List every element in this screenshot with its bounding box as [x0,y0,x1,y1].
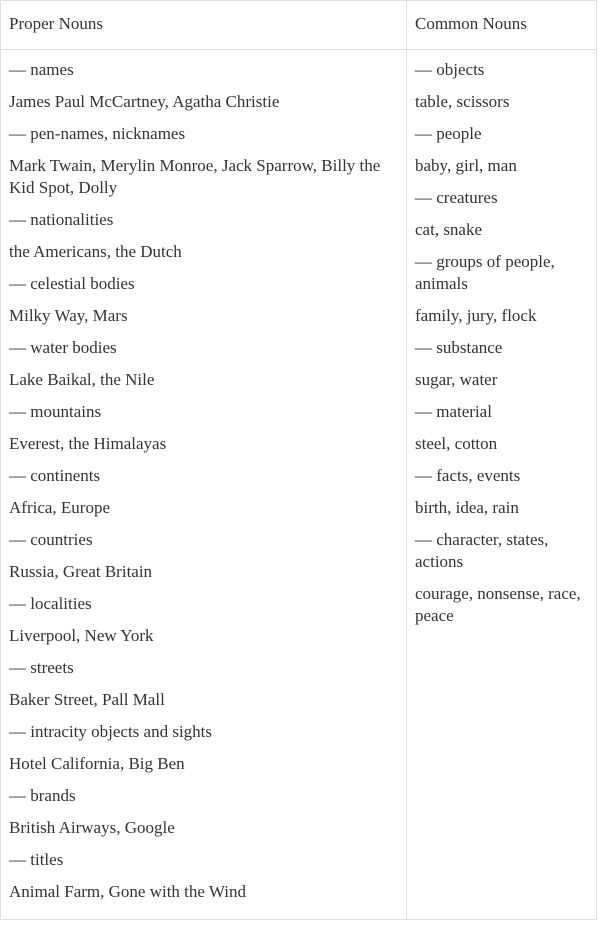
examples-text: Russia, Great Britain [9,562,153,581]
category-label: — substance [415,338,503,357]
examples-text: baby, girl, man [415,156,517,175]
category-label: — localities [9,594,92,613]
category-label: — intracity objects and sights [9,722,213,741]
examples-text: Animal Farm, Gone with the Wind [9,882,246,901]
category-label: — streets [9,658,74,677]
examples-text: the Americans, the Dutch [9,242,182,261]
category-label: — continents [9,466,101,485]
category-label: — facts, events [415,466,521,485]
examples-text: Baker Street, Pall Mall [9,690,165,709]
category-label: — material [415,402,492,421]
examples-text: Africa, Europe [9,498,111,517]
category-label: — celestial bodies [9,274,135,293]
category-label: — pen-names, nicknames [9,124,186,143]
examples-text: Liverpool, New York [9,626,154,645]
category-label: — titles [9,850,64,869]
examples-text: steel, cotton [415,434,498,453]
common-nouns-cell [407,50,597,920]
examples-text: Lake Baikal, the Nile [9,370,155,389]
examples-text: family, jury, flock [415,306,537,325]
examples-text: cat, snake [415,220,483,239]
category-label: — creatures [415,188,498,207]
column-header-common-nouns: Common Nouns [407,1,597,50]
category-label: — nationalities [9,210,114,229]
examples-text: British Airways, Google [9,818,175,837]
header-row [1,1,597,50]
examples-text: James Paul McCartney, Agatha Christie [9,92,280,111]
examples-text: sugar, water [415,370,498,389]
category-label: — objects [415,60,485,79]
examples-text: courage, nonsense, race, peace [415,584,581,625]
category-label: — mountains [9,402,102,421]
proper-nouns-cell [1,50,407,920]
category-label: — brands [9,786,76,805]
examples-text: Milky Way, Mars [9,306,128,325]
category-label: — people [415,124,482,143]
column-header-proper-nouns: Proper Nouns [1,1,407,50]
category-label: — character, states, actions [415,530,549,571]
body-row [1,50,597,920]
category-label: — countries [9,530,93,549]
category-label: — water bodies [9,338,117,357]
examples-text: birth, idea, rain [415,498,519,517]
examples-text: table, scissors [415,92,510,111]
examples-text: Mark Twain, Merylin Monroe, Jack Sparrow, Billy the Kid Spot, Dolly [9,156,381,197]
examples-text: Hotel California, Big Ben [9,754,185,773]
examples-text: Everest, the Himalayas [9,434,167,453]
category-label: — groups of people, animals [415,252,555,293]
category-label: — names [9,60,74,79]
